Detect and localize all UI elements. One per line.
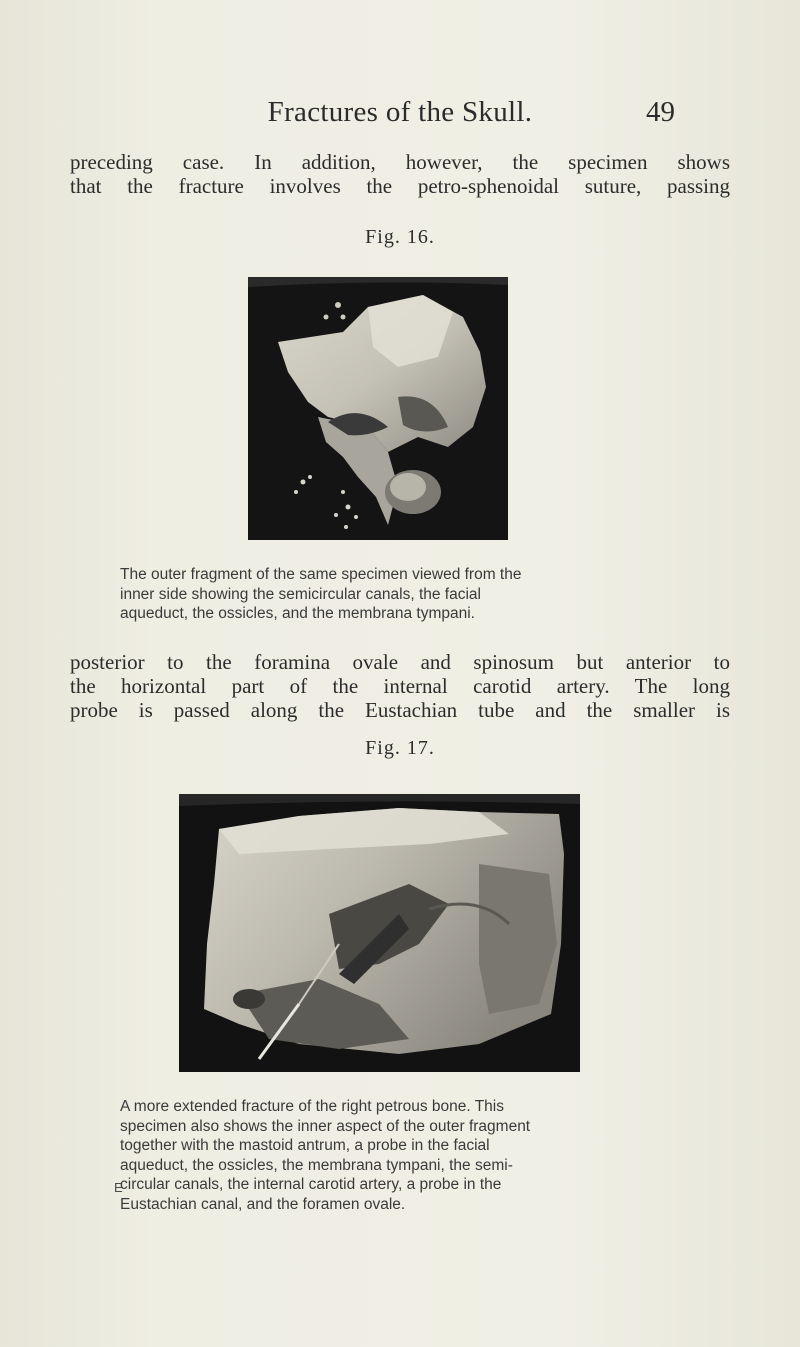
text-line: probe is passed along the Eustachian tube and the smaller is bbox=[70, 698, 730, 722]
paragraph-continuation-2 bbox=[70, 650, 730, 722]
figure-17-caption bbox=[120, 1097, 640, 1214]
text-line: that the fracture involves the petro-sphenoidal suture, passing bbox=[70, 174, 730, 198]
text-line: preceding case. In addition, however, the specimen shows bbox=[70, 150, 730, 174]
caption-line: The outer fragment of the same specimen viewed from the bbox=[120, 566, 522, 583]
specimen-photo-17 bbox=[179, 794, 580, 1072]
caption-line: A more extended fracture of the right petrous bone. This bbox=[120, 1098, 504, 1115]
signature-mark: E bbox=[114, 1180, 123, 1195]
caption-line: Eustachian canal, and the foramen ovale. bbox=[120, 1195, 406, 1213]
running-title: Fractures of the Skull. bbox=[267, 96, 533, 128]
caption-line: circular canals, the internal carotid artery, a probe in the bbox=[120, 1176, 502, 1193]
figure-16-photograph bbox=[248, 277, 508, 540]
figure-17-label: Fig. 17. bbox=[365, 737, 435, 759]
text-line: posterior to the foramina ovale and spinosum but anterior to bbox=[70, 650, 730, 674]
caption-line: aqueduct, the ossicles, and the membrana tympani. bbox=[120, 605, 475, 622]
page-number: 49 bbox=[646, 96, 675, 128]
caption-line: specimen also shows the inner aspect of the outer fragment bbox=[120, 1117, 531, 1135]
caption-line: inner side showing the semicircular canals, the facial bbox=[120, 585, 481, 603]
specimen-photo-16 bbox=[248, 277, 508, 540]
figure-16-caption bbox=[120, 565, 640, 624]
paragraph-continuation-1 bbox=[70, 150, 730, 198]
figure-16-label: Fig. 16. bbox=[365, 226, 435, 248]
page-header bbox=[0, 96, 800, 136]
figure-17-photograph bbox=[179, 794, 580, 1072]
text-line: the horizontal part of the internal carotid artery. The long bbox=[70, 674, 730, 698]
caption-line: aqueduct, the ossicles, the membrana tympani, the semi- bbox=[120, 1156, 513, 1174]
caption-line: together with the mastoid antrum, a probe in the facial bbox=[120, 1137, 490, 1154]
